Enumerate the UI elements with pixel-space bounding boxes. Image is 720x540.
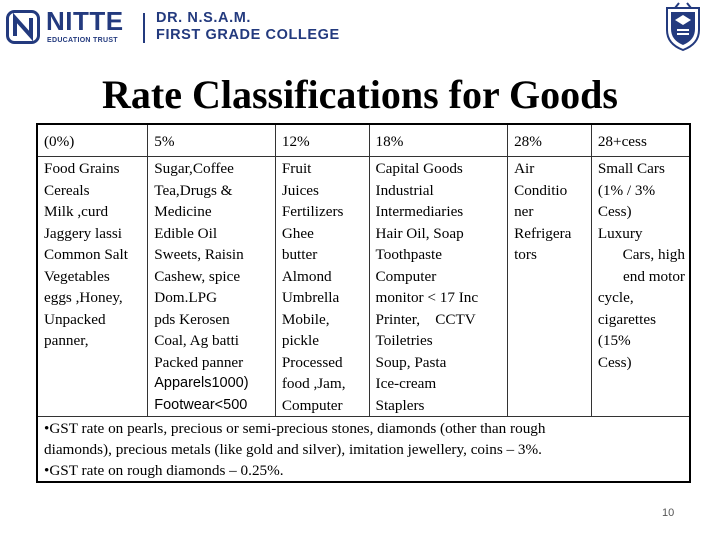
- college-crest-icon: [655, 2, 711, 52]
- list-item: Capital Goods: [375, 160, 463, 177]
- list-item: Ice-cream: [375, 375, 437, 392]
- list-item: Luxury: [597, 224, 643, 242]
- column-rate-5: [148, 157, 276, 417]
- list-item: Toothpaste: [375, 246, 442, 263]
- list-item: Computer: [281, 396, 343, 414]
- list-item: Sweets, Raisin: [154, 246, 244, 263]
- list-item: ner: [514, 203, 534, 220]
- column-rate-12: [275, 157, 369, 417]
- list-item: food ,Jam,: [281, 375, 346, 392]
- page-title: Rate Classifications for Goods: [102, 72, 618, 117]
- header-rate-12: 12%: [275, 124, 369, 157]
- list-item: Milk ,curd: [44, 203, 109, 220]
- list-item: Coal, Ag batti: [154, 332, 240, 349]
- list-item: Intermediaries: [375, 203, 464, 220]
- list-item: Edible Oil: [154, 224, 218, 242]
- list-item: butter: [281, 246, 318, 263]
- list-item: Cashew, spice: [154, 267, 241, 285]
- brand-name: NITTE: [46, 6, 124, 36]
- list-item: Refrigera: [514, 224, 572, 242]
- column-rate-28: [508, 157, 592, 417]
- page-number: 10: [662, 507, 675, 519]
- list-item: Sugar,Coffee: [154, 160, 234, 177]
- list-item: cycle,: [597, 289, 634, 306]
- list-item: Packed panner: [154, 353, 244, 371]
- list-item: (1% / 3%: [597, 181, 656, 199]
- list-item: Ghee: [281, 224, 314, 242]
- college-name-line1: DR. N.S.A.M.: [156, 10, 252, 26]
- gst-notes: [37, 417, 690, 483]
- list-item: end motor: [622, 267, 685, 285]
- list-item: Tea,Drugs &: [154, 181, 233, 199]
- list-item: Cess): [597, 353, 632, 371]
- note-line: •GST rate on rough diamonds – 0.25%.: [44, 462, 284, 479]
- list-item: monitor < 17 Inc: [375, 289, 479, 306]
- list-item: (15%: [597, 332, 631, 349]
- table-notes-row: [37, 417, 690, 483]
- list-item: Air: [514, 160, 535, 177]
- list-item: Processed: [281, 353, 343, 371]
- list-item: Food Grains: [44, 160, 120, 177]
- header-rate-18: 18%: [369, 124, 508, 157]
- list-item: Staplers: [375, 396, 425, 414]
- header-divider: [143, 13, 145, 43]
- list-item: Soup, Pasta: [375, 353, 447, 371]
- list-item: pickle: [281, 332, 319, 349]
- list-item: pds Kerosen: [154, 310, 230, 328]
- list-item: Almond: [281, 267, 332, 285]
- list-item: Cereals: [44, 181, 90, 199]
- list-item: Small Cars: [597, 160, 665, 177]
- list-item: panner,: [44, 332, 89, 349]
- header-rate-5: 5%: [148, 124, 276, 157]
- note-line: diamonds), precious metals (like gold and silver), imitation jewellery, coins – 3%.: [44, 441, 542, 458]
- brand-subtitle: EDUCATION TRUST: [47, 37, 118, 44]
- column-rate-0: [37, 157, 148, 417]
- list-item: Computer: [375, 267, 437, 285]
- list-item: Fertilizers: [281, 203, 344, 220]
- header-rate-28-cess: 28+cess: [591, 124, 690, 157]
- list-item: Printer, CCTV: [375, 310, 476, 328]
- list-item: Unpacked: [44, 310, 106, 328]
- column-rate-28-cess: [591, 157, 690, 417]
- list-item: Fruit: [281, 160, 312, 177]
- list-item: tors: [514, 246, 537, 263]
- list-item: Footwear<500: [154, 396, 248, 413]
- list-item: Dom.LPG: [154, 289, 218, 306]
- list-item: Umbrella: [281, 289, 340, 306]
- table-row: [37, 157, 690, 417]
- list-item: cigarettes: [597, 310, 656, 328]
- list-item: Toiletries: [375, 332, 433, 349]
- list-item: Industrial: [375, 181, 434, 199]
- list-item: Conditio: [514, 181, 568, 199]
- list-item: Medicine: [154, 203, 212, 220]
- list-item: Juices: [281, 181, 319, 199]
- rate-table: [36, 123, 691, 483]
- list-item: Mobile,: [281, 310, 330, 328]
- list-item: Hair Oil, Soap: [375, 224, 464, 242]
- list-item: Jaggery lassi: [44, 224, 123, 242]
- nitte-logo-icon: [6, 10, 40, 44]
- list-item: Common Salt: [44, 246, 128, 263]
- table-header-row: [37, 124, 690, 157]
- header-rate-0: (0%): [37, 124, 148, 157]
- list-item: eggs ,Honey,: [44, 289, 123, 306]
- list-item: Vegetables: [44, 267, 110, 285]
- list-item: Cess): [597, 203, 632, 220]
- list-item: Cars, high: [622, 246, 685, 263]
- college-name-line2: FIRST GRADE COLLEGE: [156, 27, 340, 43]
- column-rate-18: [369, 157, 508, 417]
- note-line: •GST rate on pearls, precious or semi-precious stones, diamonds (other than rough: [44, 420, 546, 437]
- list-item: Apparels1000): [154, 375, 249, 391]
- header-rate-28: 28%: [508, 124, 592, 157]
